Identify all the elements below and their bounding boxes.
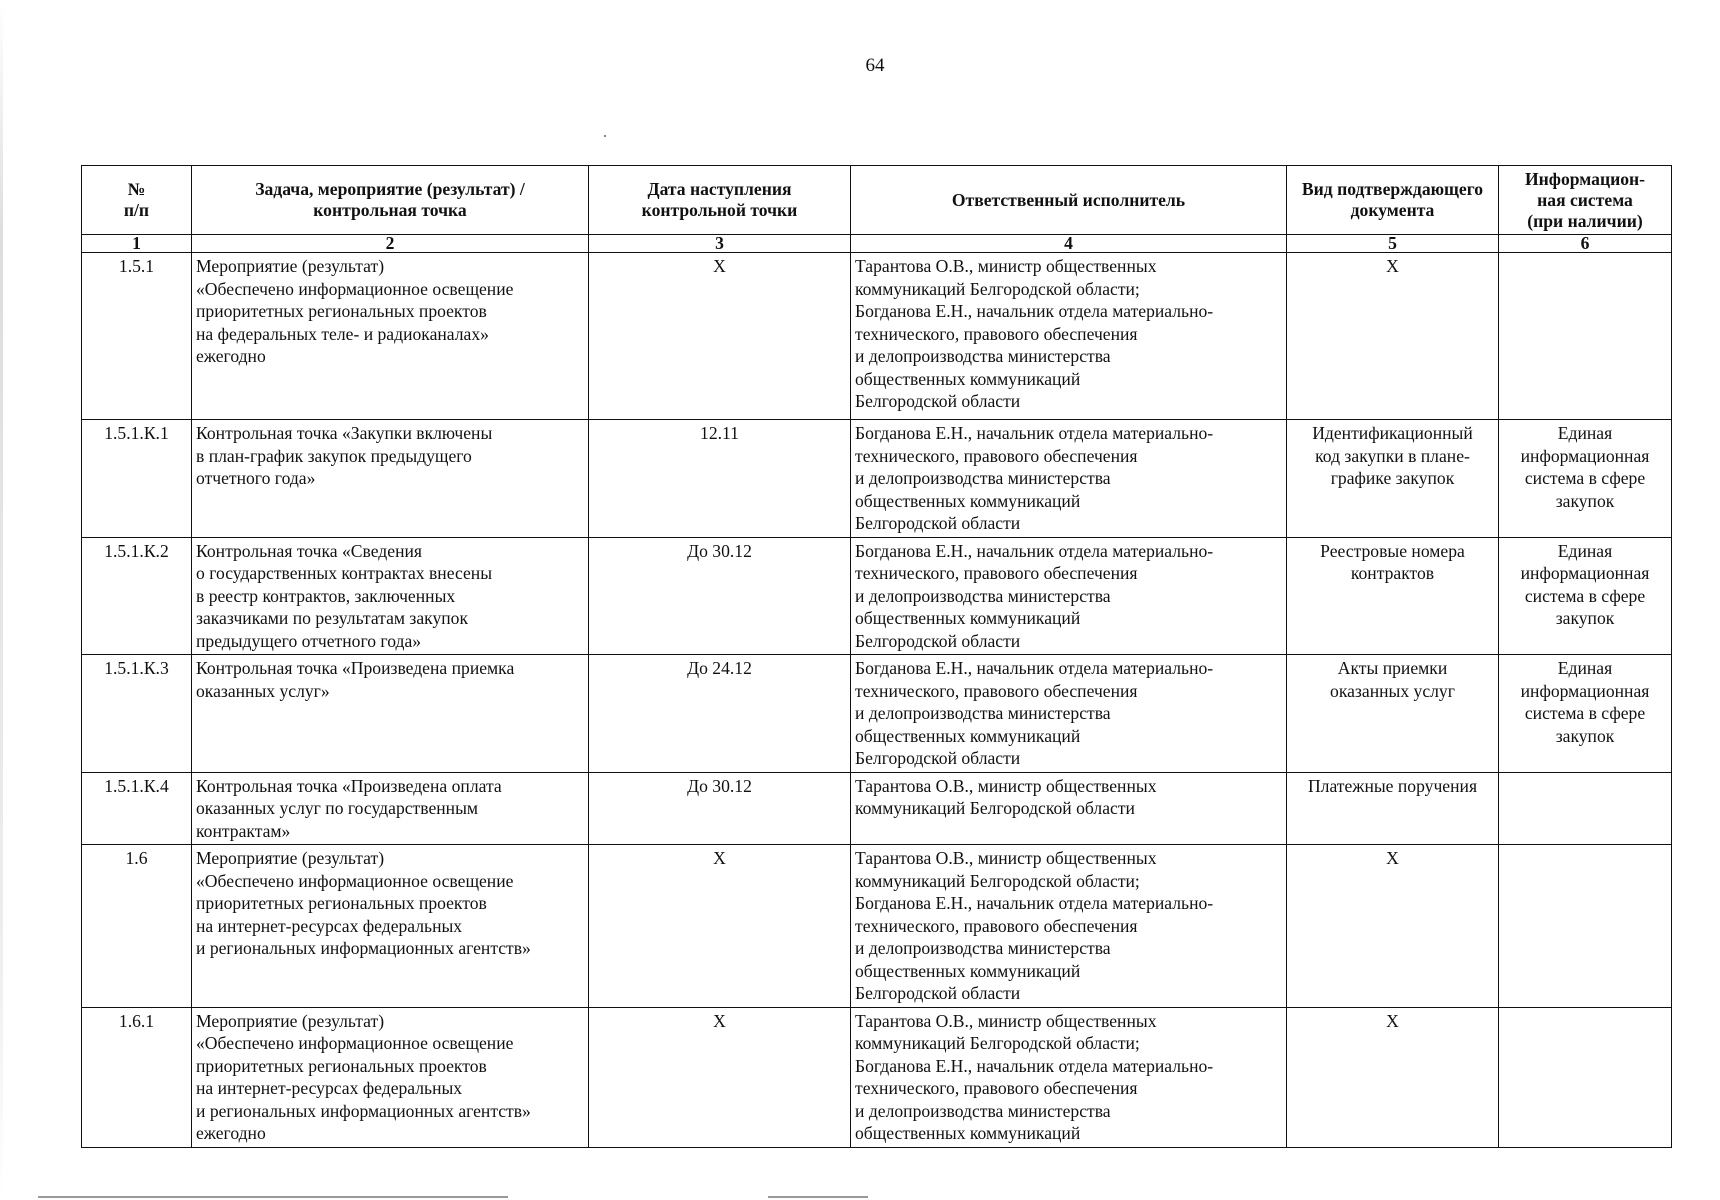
cell-line: Белгородской области [855,748,1021,768]
task-cell [192,537,589,655]
activities-table [81,165,1672,1148]
task-cell [192,655,589,773]
document-cell [1287,253,1499,420]
cell-line: код закупки в плане- [1315,445,1470,466]
header-num: № п/п [82,166,192,235]
cell-line: Мероприятие (результат) [196,1010,385,1031]
cell-line: информационная [1520,680,1650,701]
header-task: Задача, мероприятие (результат) / контрольная точка [192,166,589,235]
cell-line: закупок [1555,608,1615,628]
cell-line: информационная [1520,563,1650,583]
table-row [82,420,1672,538]
page-number: 64 [865,55,885,76]
cell-line: Белгородской области [855,513,1021,533]
row-number-cell: 1.5.1.К.3 [82,655,192,773]
cell-line: Х [1386,848,1399,868]
cell-line: в реестр контрактов, заключенных [196,585,456,606]
cell-line: закупок [1555,725,1615,746]
column-number-row [82,235,1672,253]
cell-line: Тарантова О.В., министр общественных [855,775,1157,796]
cell-line: и региональных информационных агентств» [196,938,531,958]
date-cell: До 30.12 [589,537,851,655]
cell-line: и делопроизводства министерства [855,1100,1111,1121]
cell-line: Контрольная точка «Произведена оплата [196,775,502,796]
header-system: Информацион- ная система (при наличии) [1499,166,1672,235]
cell-line: оказанных услуг [1330,680,1455,701]
cell-line: Богданова Е.Н., начальник отдела материально- [855,658,1214,678]
cell-line: Мероприятие (результат) [196,256,385,276]
table-row [82,253,1672,420]
cell-line: в план-график закупок предыдущего [196,445,472,466]
cell-line: система в сфере [1524,585,1646,606]
date-cell: До 24.12 [589,655,851,773]
table-row [82,772,1672,845]
row-number-cell: 1.5.1.К.2 [82,537,192,655]
column-number: 4 [851,235,1287,253]
cell-line: коммуникаций Белгородской области; [855,278,1140,299]
date-cell: Х [589,845,851,1008]
cell-line: закупок [1555,490,1615,511]
scan-bottom-line [38,1196,508,1198]
responsible-cell [851,845,1287,1008]
system-cell [1499,1007,1672,1147]
cell-line: коммуникаций Белгородской области; [855,1033,1140,1053]
cell-line: контрактам» [196,820,291,841]
cell-line: общественных коммуникаций [855,608,1081,628]
cell-line: на федеральных теле- и радиоканалах» [196,323,489,344]
system-cell [1499,537,1672,655]
cell-line: предыдущего отчетного года» [196,630,422,651]
task-cell [192,1007,589,1147]
cell-line: Богданова Е.Н., начальник отдела материально- [855,423,1214,443]
cell-line: информационная [1520,445,1650,466]
task-cell [192,772,589,845]
cell-line: и делопроизводства министерства [855,346,1111,366]
cell-line: и делопроизводства министерства [855,468,1111,488]
cell-line: и делопроизводства министерства [855,585,1111,606]
responsible-cell [851,1007,1287,1147]
table-row [82,655,1672,773]
cell-line: Богданова Е.Н., начальник отдела материально- [855,540,1214,561]
cell-line: технического, правового обеспечения [855,915,1138,936]
cell-line: Белгородской области [855,630,1021,651]
cell-line: «Обеспечено информационное освещение [196,1033,514,1053]
cell-line: технического, правового обеспечения [855,1078,1138,1098]
header-responsible: Ответственный исполнитель [851,166,1287,235]
document-cell [1287,420,1499,538]
date-cell: 12.11 [589,420,851,538]
cell-line: коммуникаций Белгородской области [855,798,1135,818]
cell-line: Реестровые номера [1320,540,1465,561]
cell-line: Платежные поручения [1307,775,1478,796]
column-number: 6 [1499,235,1672,253]
cell-line: приоритетных региональных проектов [196,893,487,913]
responsible-cell [851,655,1287,773]
cell-line: Тарантова О.В., министр общественных [855,848,1157,868]
cell-line: ежегодно [196,346,266,366]
scan-edge [0,0,3,1200]
header-date: Дата наступления контрольной точки [589,166,851,235]
cell-line: Богданова Е.Н., начальник отдела материально- [855,893,1214,913]
system-cell [1499,845,1672,1008]
task-cell [192,253,589,420]
system-cell [1499,772,1672,845]
cell-line: и делопроизводства министерства [855,938,1111,958]
cell-line: оказанных услуг» [196,680,330,701]
cell-line: технического, правового обеспечения [855,680,1138,701]
document-cell [1287,1007,1499,1147]
cell-line: Х [1386,1010,1399,1031]
table-row [82,845,1672,1008]
cell-line: общественных коммуникаций [855,1123,1081,1143]
cell-line: Богданова Е.Н., начальник отдела материально- [855,1055,1214,1076]
cell-line: общественных коммуникаций [855,490,1081,511]
document-cell [1287,655,1499,773]
cell-line: Тарантова О.В., министр общественных [855,1010,1157,1031]
cell-line: Единая [1557,423,1613,443]
cell-line: о государственных контрактах внесены [196,563,493,583]
cell-line: «Обеспечено информационное освещение [196,870,514,891]
cell-line: на интернет-ресурсах федеральных [196,1078,463,1098]
cell-line: система в сфере [1524,703,1646,723]
cell-line: система в сфере [1524,468,1646,488]
cell-line: Белгородской области [855,983,1021,1003]
cell-line: и делопроизводства министерства [855,703,1111,723]
cell-line: заказчиками по результатам закупок [196,608,469,628]
cell-line: приоритетных региональных проектов [196,301,487,321]
cell-line: Богданова Е.Н., начальник отдела материально- [855,301,1214,321]
cell-line: Тарантова О.В., министр общественных [855,256,1157,276]
responsible-cell [851,772,1287,845]
column-number: 3 [589,235,851,253]
cell-line: на интернет-ресурсах федеральных [196,915,463,936]
cell-line: Акты приемки [1337,658,1448,678]
system-cell [1499,655,1672,773]
row-number-cell: 1.5.1.К.1 [82,420,192,538]
scan-bottom-line [768,1196,868,1198]
scan-speck [604,135,606,137]
task-cell [192,420,589,538]
column-number: 5 [1287,235,1499,253]
task-cell [192,845,589,1008]
responsible-cell [851,420,1287,538]
cell-line: Идентификационный [1312,423,1473,443]
date-cell: Х [589,253,851,420]
cell-line: и региональных информационных агентств» [196,1100,531,1121]
table-row [82,1007,1672,1147]
document-cell [1287,772,1499,845]
column-number: 1 [82,235,192,253]
date-cell: До 30.12 [589,772,851,845]
cell-line: Контрольная точка «Произведена приемка [196,658,515,678]
document-cell [1287,537,1499,655]
cell-line: Х [1386,256,1399,276]
cell-line: коммуникаций Белгородской области; [855,870,1140,891]
date-cell: Х [589,1007,851,1147]
cell-line: приоритетных региональных проектов [196,1055,487,1076]
row-number-cell: 1.5.1.К.4 [82,772,192,845]
cell-line: технического, правового обеспечения [855,323,1138,344]
cell-line: контрактов [1350,563,1435,583]
cell-line: Мероприятие (результат) [196,848,385,868]
system-cell [1499,253,1672,420]
row-number-cell: 1.6.1 [82,1007,192,1147]
cell-line: Единая [1557,540,1613,561]
cell-line: Белгородской области [855,391,1021,411]
system-cell [1499,420,1672,538]
table-row [82,537,1672,655]
cell-line: ежегодно [196,1123,266,1143]
responsible-cell [851,253,1287,420]
cell-line: Единая [1557,658,1613,678]
cell-line: общественных коммуникаций [855,368,1081,389]
cell-line: Контрольная точка «Закупки включены [196,423,493,443]
cell-line: отчетного года» [196,468,316,488]
cell-line: общественных коммуникаций [855,725,1081,746]
cell-line: технического, правового обеспечения [855,563,1138,583]
cell-line: оказанных услуг по государственным [196,798,479,818]
document-cell [1287,845,1499,1008]
column-number: 2 [192,235,589,253]
cell-line: технического, правового обеспечения [855,445,1138,466]
header-row [82,166,1672,235]
row-number-cell: 1.5.1 [82,253,192,420]
responsible-cell [851,537,1287,655]
cell-line: «Обеспечено информационное освещение [196,278,514,299]
cell-line: общественных коммуникаций [855,960,1081,981]
cell-line: Контрольная точка «Сведения [196,540,422,561]
header-document: Вид подтверждающего документа [1287,166,1499,235]
cell-line: графике закупок [1330,468,1455,488]
row-number-cell: 1.6 [82,845,192,1008]
